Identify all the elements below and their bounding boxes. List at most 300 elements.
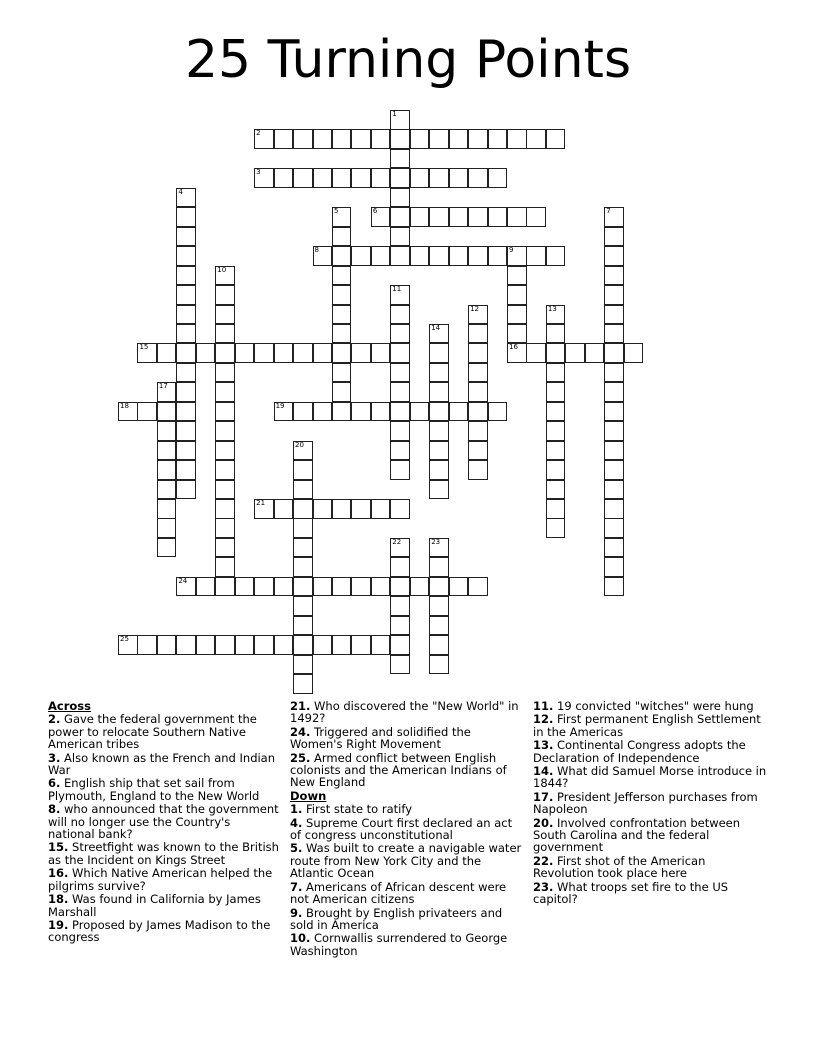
grid-cell[interactable]	[390, 616, 410, 636]
grid-cell[interactable]	[254, 635, 274, 655]
grid-cell[interactable]	[351, 168, 371, 188]
grid-cell[interactable]	[313, 129, 333, 149]
grid-cell[interactable]	[118, 402, 138, 422]
grid-cell[interactable]	[488, 402, 508, 422]
clue-number-label: 11.	[533, 699, 554, 713]
grid-cell[interactable]	[390, 343, 410, 363]
clue-number: 20	[295, 440, 304, 449]
grid-cell[interactable]	[507, 343, 527, 363]
grid-cell[interactable]	[371, 577, 391, 597]
grid-cell[interactable]	[468, 402, 488, 422]
grid-cell[interactable]	[176, 382, 196, 402]
grid-cell[interactable]	[390, 421, 410, 441]
grid-cell[interactable]	[429, 577, 449, 597]
grid-cell[interactable]	[585, 343, 605, 363]
clue-number-label: 7.	[290, 879, 303, 894]
clue-number: 17	[158, 382, 168, 391]
grid-cell[interactable]	[215, 538, 235, 558]
grid-cell[interactable]	[293, 402, 313, 422]
grid-cell[interactable]	[332, 207, 352, 227]
grid-cell[interactable]	[390, 655, 410, 675]
grid-cell[interactable]	[390, 538, 410, 558]
grid-cell[interactable]	[604, 460, 624, 480]
grid-cell[interactable]	[215, 635, 235, 655]
grid-cell[interactable]	[390, 577, 410, 597]
grid-cell[interactable]	[390, 402, 410, 422]
grid-cell[interactable]	[293, 518, 313, 538]
grid-cell[interactable]	[390, 557, 410, 577]
grid-cell[interactable]	[390, 188, 410, 208]
grid-cell[interactable]	[468, 382, 488, 402]
grid-cell[interactable]	[254, 577, 274, 597]
grid-cell[interactable]	[176, 227, 196, 247]
clue-number: 19	[275, 401, 285, 410]
grid-cell[interactable]	[176, 577, 196, 597]
grid-cell[interactable]	[429, 343, 449, 363]
grid-cell[interactable]	[546, 324, 566, 344]
grid-cell[interactable]	[546, 246, 566, 266]
grid-cell[interactable]	[468, 460, 488, 480]
grid-cell[interactable]	[604, 421, 624, 441]
grid-cell[interactable]	[390, 635, 410, 655]
grid-cell[interactable]	[313, 577, 333, 597]
grid-cell[interactable]	[429, 363, 449, 383]
grid-cell[interactable]	[176, 246, 196, 266]
grid-cell[interactable]	[468, 441, 488, 461]
grid-cell[interactable]	[429, 616, 449, 636]
clue-item	[290, 881, 522, 906]
grid-cell[interactable]	[604, 324, 624, 344]
grid-cell[interactable]	[546, 441, 566, 461]
grid-cell[interactable]	[332, 577, 352, 597]
grid-cell[interactable]	[332, 246, 352, 266]
grid-cell[interactable]	[274, 129, 294, 149]
grid-cell[interactable]	[215, 460, 235, 480]
grid-cell[interactable]	[351, 402, 371, 422]
grid-cell[interactable]	[526, 246, 546, 266]
grid-cell[interactable]	[390, 305, 410, 325]
grid-cell[interactable]	[215, 402, 235, 422]
grid-cell[interactable]	[313, 343, 333, 363]
grid-cell[interactable]	[176, 635, 196, 655]
grid-cell[interactable]	[390, 129, 410, 149]
grid-cell[interactable]	[176, 188, 196, 208]
grid-cell[interactable]	[371, 343, 391, 363]
grid-cell[interactable]	[429, 557, 449, 577]
clue-item	[48, 803, 280, 840]
clue-number: 14	[431, 323, 441, 332]
grid-cell[interactable]	[274, 168, 294, 188]
grid-cell[interactable]	[137, 402, 157, 422]
grid-cell[interactable]	[196, 343, 216, 363]
grid-cell[interactable]	[604, 402, 624, 422]
grid-cell[interactable]	[176, 480, 196, 500]
grid-cell[interactable]	[196, 635, 216, 655]
grid-cell[interactable]	[429, 402, 449, 422]
grid-cell[interactable]	[274, 577, 294, 597]
grid-cell[interactable]	[215, 305, 235, 325]
grid-cell[interactable]	[176, 402, 196, 422]
clue-item	[533, 700, 769, 712]
grid-cell[interactable]	[390, 460, 410, 480]
clue-number-label: 18.	[48, 892, 69, 907]
grid-cell[interactable]	[293, 538, 313, 558]
grid-cell[interactable]	[429, 421, 449, 441]
grid-cell[interactable]	[429, 596, 449, 616]
grid-cell[interactable]	[371, 168, 391, 188]
grid-cell[interactable]	[410, 207, 430, 227]
grid-cell[interactable]	[390, 441, 410, 461]
clue-text: Was found in California by James Marshall	[48, 892, 261, 919]
grid-cell[interactable]	[507, 129, 527, 149]
grid-cell[interactable]	[176, 207, 196, 227]
grid-cell[interactable]	[468, 207, 488, 227]
grid-cell[interactable]	[235, 635, 255, 655]
clue-text: First permanent English Settlement in the Americas	[533, 712, 761, 739]
grid-cell[interactable]	[604, 557, 624, 577]
grid-cell[interactable]	[137, 635, 157, 655]
grid-cell[interactable]	[604, 246, 624, 266]
clue-number-label: 13.	[533, 738, 554, 753]
grid-cell[interactable]	[215, 441, 235, 461]
grid-cell[interactable]	[215, 382, 235, 402]
grid-cell[interactable]	[215, 324, 235, 344]
grid-cell[interactable]	[351, 246, 371, 266]
grid-cell[interactable]	[293, 168, 313, 188]
grid-cell[interactable]	[604, 518, 624, 538]
grid-cell[interactable]	[176, 324, 196, 344]
grid-cell[interactable]	[157, 382, 177, 402]
grid-cell[interactable]	[546, 499, 566, 519]
clue-item	[290, 907, 522, 932]
grid-cell[interactable]	[507, 246, 527, 266]
clue-item	[48, 752, 280, 777]
clue-column-1	[48, 700, 280, 945]
clue-item	[290, 817, 522, 842]
grid-cell[interactable]	[468, 168, 488, 188]
grid-cell[interactable]	[390, 110, 410, 130]
grid-cell[interactable]	[390, 227, 410, 247]
grid-cell[interactable]	[604, 363, 624, 383]
clue-number-label: 24.	[290, 724, 311, 739]
grid-cell[interactable]	[157, 402, 177, 422]
grid-cell[interactable]	[176, 266, 196, 286]
grid-cell[interactable]	[313, 499, 333, 519]
grid-cell[interactable]	[390, 382, 410, 402]
grid-cell[interactable]	[332, 382, 352, 402]
grid-cell[interactable]	[332, 305, 352, 325]
clue-number: 6	[372, 207, 378, 216]
grid-cell[interactable]	[371, 246, 391, 266]
grid-cell[interactable]	[176, 363, 196, 383]
grid-cell[interactable]	[332, 499, 352, 519]
grid-cell[interactable]	[507, 207, 527, 227]
clue-number: 10	[217, 265, 227, 274]
grid-cell[interactable]	[410, 129, 430, 149]
grid-cell[interactable]	[157, 421, 177, 441]
clue-item	[533, 855, 769, 880]
grid-cell[interactable]	[293, 596, 313, 616]
grid-cell[interactable]	[235, 343, 255, 363]
grid-cell[interactable]	[176, 343, 196, 363]
grid-cell[interactable]	[254, 499, 274, 519]
grid-cell[interactable]	[449, 402, 469, 422]
grid-cell[interactable]	[274, 635, 294, 655]
grid-cell[interactable]	[274, 402, 294, 422]
grid-cell[interactable]	[390, 285, 410, 305]
grid-cell[interactable]	[604, 343, 624, 363]
grid-cell[interactable]	[410, 402, 430, 422]
clue-number: 2	[256, 129, 261, 138]
grid-cell[interactable]	[293, 674, 313, 694]
grid-cell[interactable]	[332, 324, 352, 344]
grid-cell[interactable]	[137, 343, 157, 363]
grid-cell[interactable]	[468, 324, 488, 344]
grid-cell[interactable]	[526, 129, 546, 149]
clue-number: 3	[256, 168, 261, 177]
grid-cell[interactable]	[429, 129, 449, 149]
clue-text: Triggered and solidified the Women's Right Movement	[290, 724, 471, 752]
grid-cell[interactable]	[293, 557, 313, 577]
grid-cell[interactable]	[332, 227, 352, 247]
grid-cell[interactable]	[351, 499, 371, 519]
grid-cell[interactable]	[176, 421, 196, 441]
grid-cell[interactable]	[293, 129, 313, 149]
grid-cell[interactable]	[371, 402, 391, 422]
grid-cell[interactable]	[546, 382, 566, 402]
grid-cell[interactable]	[157, 518, 177, 538]
grid-cell[interactable]	[332, 363, 352, 383]
grid-cell[interactable]	[157, 538, 177, 558]
grid-cell[interactable]	[546, 480, 566, 500]
grid-cell[interactable]	[488, 168, 508, 188]
clue-number-label: 2.	[48, 712, 61, 727]
clue-text: Who discovered the "New World" in 1492?	[290, 699, 519, 726]
grid-cell[interactable]	[390, 596, 410, 616]
grid-cell[interactable]	[351, 129, 371, 149]
grid-cell[interactable]	[390, 168, 410, 188]
grid-cell[interactable]	[313, 246, 333, 266]
clue-text: Also known as the French and Indian War	[48, 750, 276, 778]
grid-cell[interactable]	[546, 363, 566, 383]
clue-number-label: 8.	[48, 802, 61, 817]
clue-number: 13	[547, 304, 557, 313]
grid-cell[interactable]	[176, 460, 196, 480]
grid-cell[interactable]	[274, 343, 294, 363]
grid-cell[interactable]	[118, 635, 138, 655]
grid-cell[interactable]	[468, 577, 488, 597]
grid-cell[interactable]	[196, 577, 216, 597]
grid-cell[interactable]	[468, 421, 488, 441]
grid-cell[interactable]	[526, 207, 546, 227]
grid-cell[interactable]	[215, 343, 235, 363]
clue-number: 4	[178, 187, 183, 196]
clue-item	[533, 881, 769, 906]
grid-cell[interactable]	[215, 557, 235, 577]
clue-number: 23	[431, 537, 441, 546]
grid-cell[interactable]	[390, 149, 410, 169]
grid-cell[interactable]	[390, 246, 410, 266]
grid-cell[interactable]	[215, 363, 235, 383]
clue-number: 5	[333, 207, 339, 216]
grid-cell[interactable]	[157, 635, 177, 655]
grid-cell[interactable]	[215, 518, 235, 538]
grid-cell[interactable]	[488, 207, 508, 227]
grid-cell[interactable]	[293, 635, 313, 655]
grid-cell[interactable]	[507, 305, 527, 325]
grid-cell[interactable]	[371, 635, 391, 655]
grid-cell[interactable]	[468, 129, 488, 149]
grid-cell[interactable]	[546, 305, 566, 325]
grid-cell[interactable]	[390, 207, 410, 227]
grid-cell[interactable]	[293, 499, 313, 519]
grid-cell[interactable]	[507, 266, 527, 286]
clue-item	[533, 817, 769, 854]
grid-cell[interactable]	[215, 480, 235, 500]
grid-cell[interactable]	[604, 382, 624, 402]
grid-cell[interactable]	[468, 305, 488, 325]
clue-number-label: 1.	[290, 802, 303, 817]
grid-cell[interactable]	[332, 168, 352, 188]
grid-cell[interactable]	[215, 285, 235, 305]
grid-cell[interactable]	[313, 402, 333, 422]
grid-cell[interactable]	[176, 305, 196, 325]
grid-cell[interactable]	[604, 266, 624, 286]
grid-cell[interactable]	[332, 285, 352, 305]
grid-cell[interactable]	[449, 577, 469, 597]
grid-cell[interactable]	[157, 499, 177, 519]
grid-cell[interactable]	[293, 577, 313, 597]
clue-item	[533, 713, 769, 738]
grid-cell[interactable]	[546, 518, 566, 538]
grid-cell[interactable]	[293, 655, 313, 675]
grid-cell[interactable]	[507, 324, 527, 344]
grid-cell[interactable]	[410, 168, 430, 188]
grid-cell[interactable]	[546, 421, 566, 441]
grid-cell[interactable]	[488, 246, 508, 266]
grid-cell[interactable]	[604, 441, 624, 461]
grid-cell[interactable]	[565, 343, 585, 363]
grid-cell[interactable]	[604, 305, 624, 325]
grid-cell[interactable]	[371, 499, 391, 519]
clue-item	[48, 841, 280, 866]
grid-cell[interactable]	[332, 266, 352, 286]
clue-text: Armed conflict between English colonists and the American Indians of New England	[290, 750, 507, 790]
grid-cell[interactable]	[332, 402, 352, 422]
grid-cell[interactable]	[390, 499, 410, 519]
grid-cell[interactable]	[429, 207, 449, 227]
grid-cell[interactable]	[371, 207, 391, 227]
grid-cell[interactable]	[604, 538, 624, 558]
grid-cell[interactable]	[429, 635, 449, 655]
grid-cell[interactable]	[410, 246, 430, 266]
grid-cell[interactable]	[254, 168, 274, 188]
grid-cell[interactable]	[449, 168, 469, 188]
grid-cell[interactable]	[157, 441, 177, 461]
grid-cell[interactable]	[507, 285, 527, 305]
grid-cell[interactable]	[604, 499, 624, 519]
grid-cell[interactable]	[390, 324, 410, 344]
grid-cell[interactable]	[429, 441, 449, 461]
grid-cell[interactable]	[449, 129, 469, 149]
grid-cell[interactable]	[449, 207, 469, 227]
grid-cell[interactable]	[429, 324, 449, 344]
grid-cell[interactable]	[157, 343, 177, 363]
grid-cell[interactable]	[546, 343, 566, 363]
grid-cell[interactable]	[176, 285, 196, 305]
grid-cell[interactable]	[604, 227, 624, 247]
clue-item	[290, 803, 522, 815]
grid-cell[interactable]	[274, 499, 294, 519]
grid-cell[interactable]	[546, 402, 566, 422]
grid-cell[interactable]	[546, 129, 566, 149]
clue-number: 16	[509, 343, 518, 352]
grid-cell[interactable]	[468, 246, 488, 266]
grid-cell[interactable]	[390, 363, 410, 383]
grid-cell[interactable]	[293, 616, 313, 636]
grid-cell[interactable]	[157, 460, 177, 480]
grid-cell[interactable]	[313, 168, 333, 188]
grid-cell[interactable]	[429, 382, 449, 402]
grid-cell[interactable]	[604, 285, 624, 305]
grid-cell[interactable]	[351, 635, 371, 655]
grid-cell[interactable]	[235, 577, 255, 597]
grid-cell[interactable]	[157, 480, 177, 500]
grid-cell[interactable]	[604, 577, 624, 597]
grid-cell[interactable]	[468, 363, 488, 383]
grid-cell[interactable]	[293, 441, 313, 461]
grid-cell[interactable]	[429, 655, 449, 675]
grid-cell[interactable]	[332, 635, 352, 655]
grid-cell[interactable]	[313, 635, 333, 655]
section-heading-down: Down	[290, 788, 327, 803]
grid-cell[interactable]	[351, 343, 371, 363]
grid-cell[interactable]	[410, 577, 430, 597]
grid-cell[interactable]	[488, 129, 508, 149]
grid-cell[interactable]	[176, 441, 196, 461]
grid-cell[interactable]	[429, 246, 449, 266]
grid-cell[interactable]	[293, 343, 313, 363]
grid-cell[interactable]	[526, 343, 546, 363]
grid-cell[interactable]	[468, 343, 488, 363]
grid-cell[interactable]	[254, 129, 274, 149]
grid-cell[interactable]	[604, 480, 624, 500]
grid-cell[interactable]	[215, 421, 235, 441]
grid-cell[interactable]	[624, 343, 644, 363]
grid-cell[interactable]	[332, 129, 352, 149]
clue-number: 22	[392, 537, 402, 546]
grid-cell[interactable]	[351, 577, 371, 597]
grid-cell[interactable]	[215, 499, 235, 519]
clue-item	[533, 791, 769, 816]
grid-cell[interactable]	[215, 266, 235, 286]
grid-cell[interactable]	[215, 577, 235, 597]
clue-text: What did Samuel Morse introduce in 1844?	[533, 764, 767, 791]
grid-cell[interactable]	[429, 538, 449, 558]
clue-number-label: 25.	[290, 750, 311, 765]
grid-cell[interactable]	[604, 207, 624, 227]
grid-cell[interactable]	[254, 343, 274, 363]
grid-cell[interactable]	[293, 460, 313, 480]
grid-cell[interactable]	[429, 460, 449, 480]
grid-cell[interactable]	[429, 168, 449, 188]
grid-cell[interactable]	[293, 480, 313, 500]
grid-cell[interactable]	[371, 129, 391, 149]
grid-cell[interactable]	[449, 246, 469, 266]
grid-cell[interactable]	[429, 480, 449, 500]
grid-cell[interactable]	[546, 460, 566, 480]
grid-cell[interactable]	[332, 343, 352, 363]
